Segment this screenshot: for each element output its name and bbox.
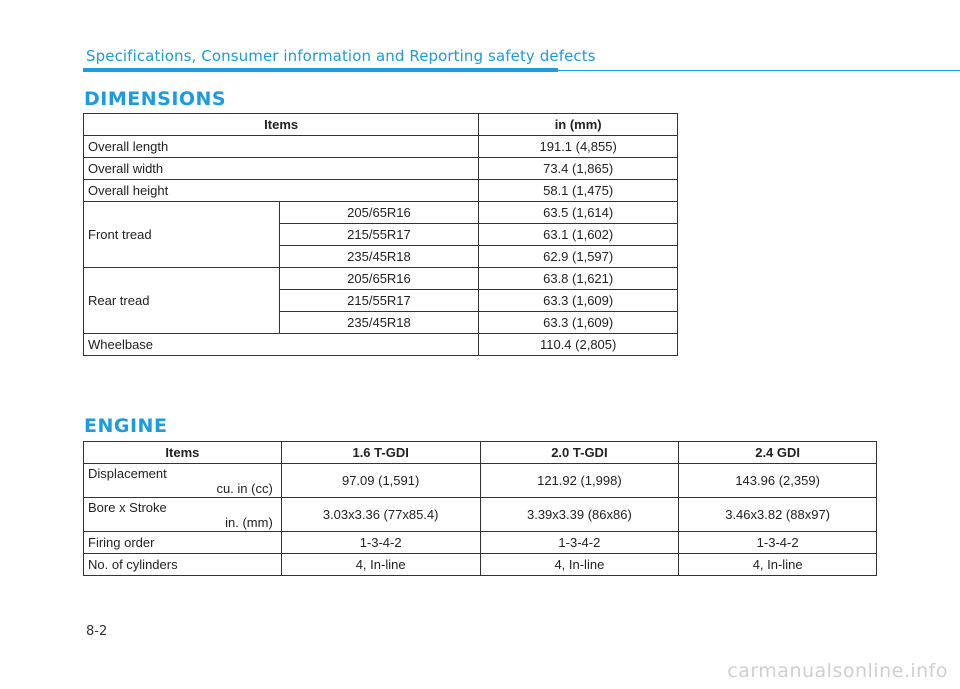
- col-items-header: Items: [84, 442, 282, 464]
- row-value: 4, In-line: [281, 554, 480, 576]
- row-value: 1-3-4-2: [679, 532, 877, 554]
- rear-tread-label: Rear tread: [84, 268, 280, 334]
- row-value: 121.92 (1,998): [480, 464, 679, 498]
- row-item-cell: [84, 498, 282, 532]
- front-tread-label: Front tread: [84, 202, 280, 268]
- row-value: 58.1 (1,475): [479, 180, 678, 202]
- tire-size: 235/45R18: [279, 312, 479, 334]
- tire-size: 215/55R17: [279, 290, 479, 312]
- tire-size: 205/65R16: [279, 202, 479, 224]
- row-value: 143.96 (2,359): [679, 464, 877, 498]
- table-row: [84, 554, 877, 576]
- row-item-cell: [84, 464, 282, 498]
- row-value: 1-3-4-2: [281, 532, 480, 554]
- col-items-header: Items: [84, 114, 479, 136]
- row-value: 63.1 (1,602): [479, 224, 678, 246]
- row-item: Overall width: [84, 158, 479, 180]
- table-row: [84, 268, 678, 290]
- row-value: 97.09 (1,591): [281, 464, 480, 498]
- row-value: 3.46x3.82 (88x97): [679, 498, 877, 532]
- table-row: [84, 532, 877, 554]
- row-item: Displacement: [88, 465, 167, 481]
- dimensions-title: DIMENSIONS: [84, 88, 227, 110]
- row-unit: in. (mm): [225, 514, 273, 530]
- tire-size: 235/45R18: [279, 246, 479, 268]
- table-row: [84, 180, 678, 202]
- col-engine-header: 2.0 T-GDI: [480, 442, 679, 464]
- table-row: [84, 334, 678, 356]
- header-rule-thick: [83, 68, 558, 72]
- row-value: 63.3 (1,609): [479, 312, 678, 334]
- tire-size: 205/65R16: [279, 268, 479, 290]
- row-value: 110.4 (2,805): [479, 334, 678, 356]
- row-value: 1-3-4-2: [480, 532, 679, 554]
- table-row: [84, 136, 678, 158]
- row-value: 3.39x3.39 (86x86): [480, 498, 679, 532]
- header-rule-thin: [558, 70, 960, 71]
- table-row: [84, 498, 877, 532]
- row-value: 191.1 (4,855): [479, 136, 678, 158]
- row-item: Overall height: [84, 180, 479, 202]
- row-item: No. of cylinders: [84, 554, 282, 576]
- engine-table: [83, 441, 877, 576]
- row-value: 3.03x3.36 (77x85.4): [281, 498, 480, 532]
- tire-size: 215/55R17: [279, 224, 479, 246]
- page-number: 8-2: [86, 624, 108, 639]
- row-value: 63.3 (1,609): [479, 290, 678, 312]
- row-item: Wheelbase: [84, 334, 479, 356]
- row-value: 4, In-line: [480, 554, 679, 576]
- row-item: Bore x Stroke: [88, 499, 167, 515]
- table-row: [84, 202, 678, 224]
- engine-title: ENGINE: [84, 415, 168, 437]
- table-header-row: [84, 114, 678, 136]
- col-engine-header: 2.4 GDI: [679, 442, 877, 464]
- watermark: carmanualsonline.info: [727, 660, 948, 682]
- row-unit: cu. in (cc): [216, 480, 273, 496]
- row-item: Overall length: [84, 136, 479, 158]
- table-row: [84, 464, 877, 498]
- row-value: 73.4 (1,865): [479, 158, 678, 180]
- row-value: 62.9 (1,597): [479, 246, 678, 268]
- col-units-header: in (mm): [479, 114, 678, 136]
- dimensions-table: [83, 113, 678, 356]
- col-engine-header: 1.6 T-GDI: [281, 442, 480, 464]
- row-value: 4, In-line: [679, 554, 877, 576]
- row-value: 63.8 (1,621): [479, 268, 678, 290]
- table-header-row: [84, 442, 877, 464]
- section-header: Specifications, Consumer information and Reporting safety defects: [86, 47, 596, 65]
- row-value: 63.5 (1,614): [479, 202, 678, 224]
- row-item: Firing order: [84, 532, 282, 554]
- table-row: [84, 158, 678, 180]
